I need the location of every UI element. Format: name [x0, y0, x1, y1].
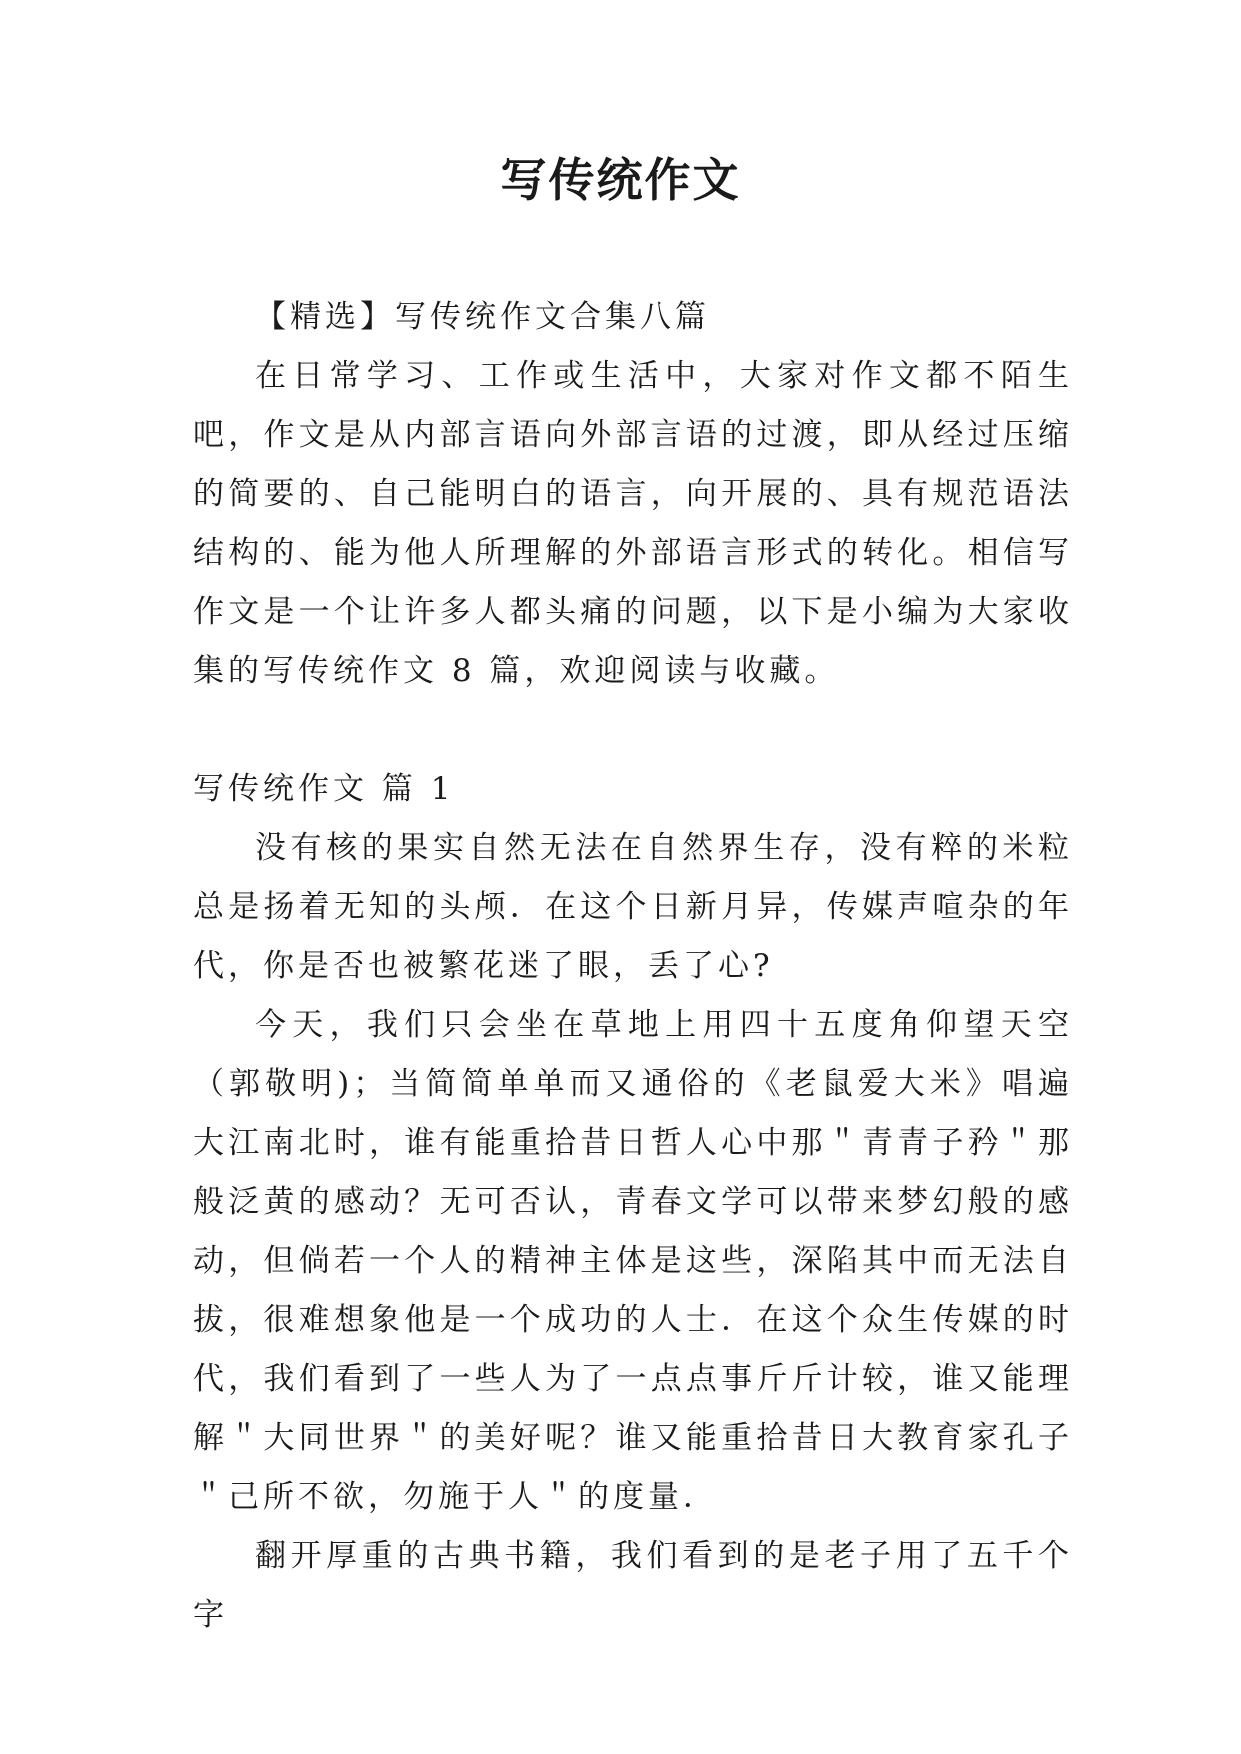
intro-heading: 【精选】写传统作文合集八篇: [255, 299, 710, 335]
document-body: [193, 288, 1073, 1645]
page-title: 写传统作文: [500, 153, 741, 207]
section-paragraph: 翻开厚重的古典书籍，我们看到的是老子用了五千个字: [193, 1538, 1073, 1633]
intro-paragraph: 在日常学习、工作或生活中，大家对作文都不陌生吧，作文是从内部言语向外部言语的过渡，即从经过压缩的简要的、自己能明白的语言，向开展的、具有规范语法结构的、能为他人所理解的外部语言形式的转化。相信写作文是一个让许多人都头痛的问题，以下是小编为大家收集的写传统作文 8 篇，欢迎阅读与收藏。: [193, 358, 1073, 689]
section-paragraph: 没有核的果实自然无法在自然界生存，没有粹的米粒总是扬着无知的头颅．在这个日新月异，传媒声喧杂的年代，你是否也被繁花迷了眼，丢了心?: [193, 830, 1073, 984]
section-paragraph: 今天，我们只会坐在草地上用四十五度角仰望天空（郭敬明)；当简简单单而又通俗的《老鼠爱大米》唱遍大江南北时，谁有能重拾昔日哲人心中那＂青青子矜＂那般泛黄的感动？无可否认，青春文学可以带来梦幻般的感动，但倘若一个人的精神主体是这些，深陷其中而无法自拔，很难想象他是一个成功的人士．在这个众生传媒的时代，我们看到了一些人为了一点点事斤斤计较，谁又能理解＂大同世界＂的美好呢？谁又能重拾昔日大教育家孔子＂己所不欲，勿施于人＂的度量．: [193, 1007, 1073, 1515]
section-heading: 写传统作文 篇 1: [193, 771, 455, 807]
